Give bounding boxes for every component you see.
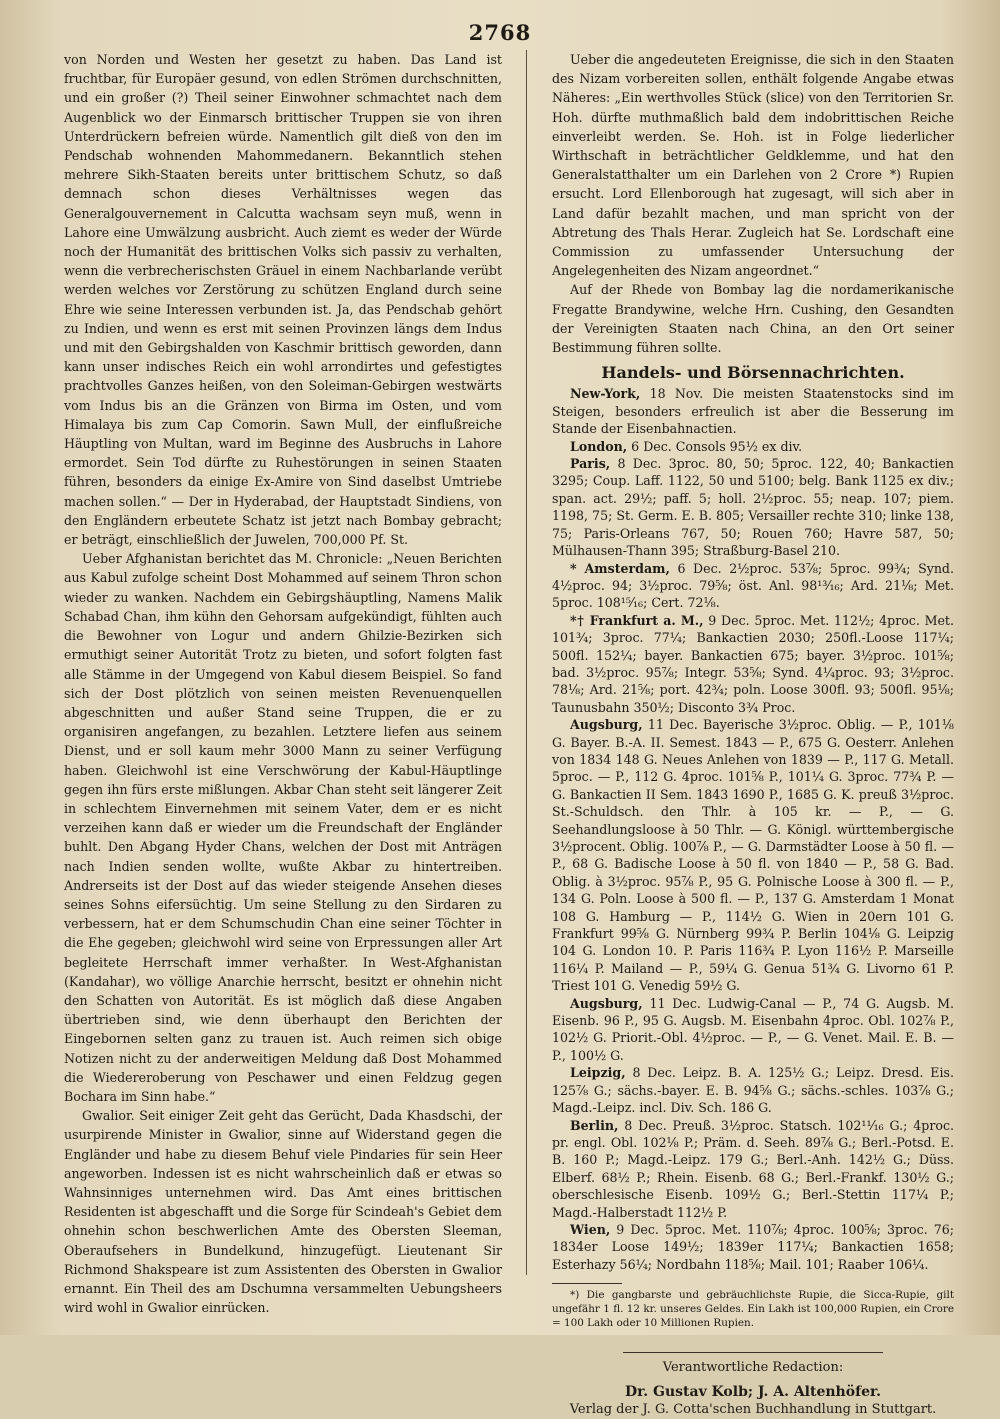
market-report-leipzig <box>552 1064 954 1116</box>
market-place: * Amsterdam, <box>570 560 670 576</box>
paragraph-nizam: Ueber die angedeuteten Ereignisse, die sich in den Staaten des Nizam vorbereiten sollen, enthält folgende Angabe etwas Näheres: „Ein werthvolles Stück (slice) von den Territorien Sr. Hoh. dürfte muthmaßlich bald dem indobrittischen Reiche einverleibt werden. Se. Hoh. ist in Folge liederlicher Wirthschaft in beträchtlicher Geldklemme, und hat den Generalstatthalter um ein Darlehen von 2 Crore *) Rupien ersucht. Lord Ellenborough hat zugesagt, will sich aber in Land dafür bezahlt machen, und man spricht von der Abtretung des Thals Herar. Zugleich hat Se. Lordschaft eine Commission zu umfassender Untersuchung der Angelegenheiten des Nizam angeordnet.“ <box>552 52 954 279</box>
market-text: 8 Dec. 3proc. 80, 50; 5proc. 122, 40; Bankactien 3295; Coup. Laff. 1122, 50 und 5100; belg. Bank 1125 ex div.; span. act. 29½; paff. 5; holl. 2½proc. 55; neap. 107; piem. 1198, 75; St. Germ. E. B. 805; Versailler rechte 310; linke 138, 75; Paris-Orleans 767, 50; Rouen 760; Havre 587, 50; Mülhausen-Thann 395; Straßburg-Basel 210. <box>552 456 954 559</box>
imprint-label: Verantwortliche Redaction: <box>662 1360 844 1376</box>
market-text: 6 Dec. 2½proc. 53⅞; 5proc. 99¾; Synd. 4½proc. 94; 3½proc. 79⅝; öst. Anl. 98¹³⁄₁₆; Ard. 21⅛; Met. 5proc. 108¹⁵⁄₁₆; Cert. 72⅛. <box>552 560 954 611</box>
paragraph-bombay: Auf der Rhede von Bombay lag die nordamerikanische Fregatte Brandywine, welche Hrn. Cushing, den Gesandten der Vereinigten Staaten nach China, an den Ort seiner Bestimmung führen sollte. <box>552 282 954 356</box>
column-divider <box>526 50 527 1275</box>
paragraph-afghanistan: Ueber Afghanistan berichtet das M. Chronicle: „Neuen Berichten aus Kabul zufolge scheint Dost Mohammed auf seinem Thron schon wieder zu wanken. Nachdem ein Gebirgshäuptling, Namens Malik Schabad Chan, ihm kühn den Gehorsam aufgekündigt, fühlten auch die Bewohner von Logur und andern Ghilzie-Bezirken sich ermuthigt seiner Autorität Trotz zu bieten, und sofort folgten fast alle Stämme in der Umgegend von Kabul diesem Beispiel. So fand sich der Dost plötzlich von seinen meisten Revenuenquellen abgeschnitten und außer Stand seine Truppen, die er zu organisiren angefangen, zu bezahlen. Letztere liefen aus seinem Dienst, und er soll kaum mehr 3000 Mann zu seiner Verfügung haben. Gleichwohl ist eine Verschwörung der Kabul-Häuptlinge gegen ihn fürs erste mißlungen. Akbar Chan steht seit längerer Zeit in schlechtem Einvernehmen mit seinem Vater, dem er es nicht verzeihen kann daß er wieder um die Freundschaft der Engländer buhlt. Den Abgang Hyder Chans, welchen der Dost mit Anträgen nach Indien senden wollte, wußte Akbar zu hintertreiben. Andrerseits ist der Dost auf das wieder steigende Ansehen dieses seines Sohns eifersüchtig. Um seine Stellung zu den Sirdaren zu verbessern, hat er dem Schumschudin Chan eine seiner Töchter in die Ehe gegeben; gleichwohl wird seine von Erpressungen aller Art begleitete Herrschaft immer verhaßter. In West-Afghanistan (Kandahar), wo völlige Anarchie herrscht, besitzt er ohnehin nicht den Schatten von Autorität. Es ist möglich daß diese Angaben übertrieben sind, wie denn überhaupt den Berichten der Eingebornen selten ganz zu trauen ist. Auch reimen sich obige Notizen nicht zu der anderweitigen Meldung daß Dost Mohammed die Wiedereroberung von Peschawer und einen Feldzug gegen Bochara im Sinn habe.“ <box>64 551 502 1104</box>
market-text: 9 Dec. 5proc. Met. 112½; 4proc. Met. 101¾; 3proc. 77¼; Bankactien 2030; 250fl.-Loose 117¼; 500fl. 152¼; bayer. Bankactien 675; bayer. 3½proc. 101⅝; bad. 3½proc. 95⅞; Integr. 53⅝; Synd. 4¼proc. 93; 3½proc. 78⅛; Ard. 21⅝; port. 42¾; poln. Loose 300fl. 93; 500fl. 95⅛; Taunusbahn 350½; Disconto 3¾ Proc. <box>552 612 954 715</box>
market-report-berlin <box>552 1117 954 1221</box>
market-place: Paris, <box>570 456 611 472</box>
imprint-rule <box>623 1352 883 1353</box>
left-column <box>64 50 502 1316</box>
footnote-rule <box>552 1283 622 1284</box>
market-place: Augsburg, <box>570 717 643 733</box>
paragraph-gwalior: Gwalior. Seit einiger Zeit geht das Gerücht, Dada Khasdschi, der usurpirende Minister in Gwalior, sinne auf Widerstand gegen die Engländer und habe zu diesem Behuf viele Pindaries für sein Heer angeworben. Indessen ist es nicht wahrscheinlich daß er etwas so Wahnsinniges unternehmen wird. Das Amt eines brittischen Residenten ist abgeschafft und die Sorge für Scindeah's Gebiet dem ohnehin schon beschwerlichen Amte des Obersten Sleeman, Oberaufsehers in Bundelkund, hinzugefügt. Lieutenant Sir Richmond Shakspeare ist zum Assistenten des Obersten in Gwalior ernannt. Ein Theil des am Dschumna versammelten Uebungsheers wird wohl in Gwalior einrücken. <box>64 1108 502 1316</box>
section-title-markets: Handels- und Börsennachrichten. <box>601 363 905 383</box>
market-report-amsterdam <box>552 560 954 612</box>
market-report-frankfurt <box>552 612 954 716</box>
market-text: 11 Dec. Bayerische 3½proc. Oblig. — P., 101⅛ G. Bayer. B.-A. II. Semest. 1843 — P., 675 G. Oesterr. Anlehen von 1834 148 G. Neues Anlehen von 1839 — P., 117 G. Metall. 5proc. — P., 112 G. 4proc. 101⅝ P., 101¼ G. 3proc. 77¾ P. — G. Bankactien II Sem. 1843 1690 P., 1685 G. K. preuß 3½proc. St.-Schuldsch. den Thlr. à 105 kr. — P., — G. Seehandlungsloose à 50 Thlr. — G. Königl. württembergische 3½procent. Oblig. 100⅞ P., — G. Darmstädter Loose à 50 fl. — P., 68 G. Badische Loose à 50 fl. von 1840 — P., 58 G. Bad. Oblig. à 3½proc. 95⅞ P., 95 G. Polnische Loose à 300 fl. — P., 134 G. Poln. Loose à 500 fl. — P., 137 G. Amsterdam 1 Monat 108 G. Hamburg — P., 114½ G. Wien in 20ern 101 G. Frankfurt 99⅝ G. Nürnberg 99¾ P. Berlin 104⅛ G. Leipzig 104 G. London 10. P. Paris 116¾ P. Lyon 116½ P. Marseille 116¼ P. Mailand — P., 59¼ G. Genua 51¾ G. Livorno 61 P. Triest 101 G. Venedig 59½ G. <box>552 717 954 994</box>
market-text: 8 Dec. Preuß. 3½proc. Statsch. 102¹¹⁄₁₆ G.; 4proc. pr. engl. Obl. 102⅛ P.; Präm. d. Seeh. 89⅞ G.; Berl.-Potsd. E. B. 160 P.; Magd.-Leipz. 179 G.; Berl.-Anh. 142½ G.; Düss. Elberf. 68½ P.; Rhein. Eisenb. 68 G.; Berl.-Frankf. 130½ G.; oberschlesische Eisenb. 109½ G.; Berl.-Stettin 117¼ P.; Magd.-Halberstadt 112½ P. <box>552 1117 954 1220</box>
imprint <box>552 1352 954 1419</box>
market-text: 11 Dec. Ludwig-Canal — P., 74 G. Augsb. M. Eisenb. 96 P., 95 G. Augsb. M. Eisenbahn 4proc. Obl. 102⅞ P., 102½ G. Priorit.-Obl. 4½proc. — P., — G. Venet. Mail. E. B. — P., 100½ G. <box>552 995 954 1063</box>
footnote: *) Die gangbarste und gebräuchlichste Rupie, die Sicca-Rupie, gilt ungefähr 1 fl. 12 kr. unseres Geldes. Ein Lakh ist 100,000 Rupien, ein Crore = 100 Lakh oder 10 Millionen Rupien. <box>552 1289 954 1330</box>
market-place: Berlin, <box>570 1117 619 1133</box>
market-report-augsburg-1 <box>552 716 954 995</box>
market-text: 6 Dec. Consols 95½ ex div. <box>627 438 803 454</box>
page-number: 2768 <box>468 20 532 45</box>
right-column <box>552 50 954 1418</box>
market-place: New-York, <box>570 386 641 402</box>
imprint-editors: Dr. Gustav Kolb; J. A. Altenhöfer. <box>625 1384 881 1401</box>
market-report-augsburg-2 <box>552 995 954 1065</box>
market-report-wien <box>552 1221 954 1273</box>
market-report-paris <box>552 455 954 559</box>
market-place: London, <box>570 438 628 454</box>
market-place: *† Frankfurt a. M., <box>570 612 704 628</box>
market-place: Wien, <box>570 1221 611 1237</box>
market-text: 9 Dec. 5proc. Met. 110⅞; 4proc. 100⅝; 3proc. 76; 1834er Loose 149½; 1839er 117¼; Bankactien 1658; Esterhazy 56¼; Nordbahn 118⅝; Mail. 101; Raaber 106¼. <box>552 1221 954 1272</box>
market-place: Leipzig, <box>570 1065 626 1081</box>
market-place: Augsburg, <box>570 995 643 1011</box>
market-report-newyork <box>552 385 954 437</box>
paragraph-punjab: von Norden und Westen her gesetzt zu haben. Das Land ist fruchtbar, für Europäer gesund, von edlen Strömen durchschnitten, und ein großer (?) Theil seiner Einwohner schmachtet nach dem Augenblick wo der Einmarsch brittischer Truppen sie von ihren Unterdrückern befreien würde. Namentlich gilt dieß von den im Pendschab wohnenden Mahommedanern. Bekanntlich stehen mehrere Sikh-Staaten bereits unter brittischem Schutz, so daß demnach schon dieses Verhältnisses wegen das Generalgouvernement in Calcutta wachsam seyn muß, wenn in Lahore eine Umwälzung ausbricht. Auch ziemt es weder der Würde noch der Humanität des brittischen Volks sich passiv zu verhalten, wenn die verbrecherischsten Gräuel in einem Nachbarlande verübt werden welches vor Zerstörung zu schützen England durch seine Ehre wie seine Interessen verbunden ist. Ja, das Pendschab gehört zu Indien, und wenn es erst mit seinen Provinzen längs dem Indus und mit den Gebirgshalden von Kaschmir brittisch geworden, dann kann unser indisches Reich ein wohl arrondirtes und gefestigtes prachtvolles Ganzes heißen, von den Soleiman-Gebirgen westwärts vom Indus bis an die Gränzen von Birma im Osten, und vom Himalaya bis zum Cap Comorin. Sawn Mull, der einflußreiche Häuptling von Multan, ward im Beginne des Ausbruchs in Lahore ermordet. Sein Tod dürfte zu Ruhestörungen in seinen Staaten führen, besonders da einige Ex-Amire von Sind daselbst Umtriebe machen sollen.“ — Der in Hyderabad, der Hauptstadt Sindiens, von den Engländern erbeutete Schatz ist jetzt nach Bombay gebracht; er beträgt, einschließlich der Juwelen, 700,000 Pf. St. <box>64 52 502 548</box>
market-text: 8 Dec. Leipz. B. A. 125½ G.; Leipz. Dresd. Eis. 125⅞ G.; sächs.-bayer. E. B. 94⅝ G.; sächs.-schles. 103⅞ G.; Magd.-Leipz. incl. Div. Sch. 186 G. <box>552 1065 954 1116</box>
imprint-publisher: Verlag der J. G. Cotta'schen Buchhandlung in Stuttgart. <box>569 1402 937 1418</box>
market-report-london <box>552 438 954 455</box>
market-text: 18 Nov. Die meisten Staatenstocks sind im Steigen, besonders erfreulich ist aber die Besserung im Stande der Eisenbahnactien. <box>552 386 954 437</box>
